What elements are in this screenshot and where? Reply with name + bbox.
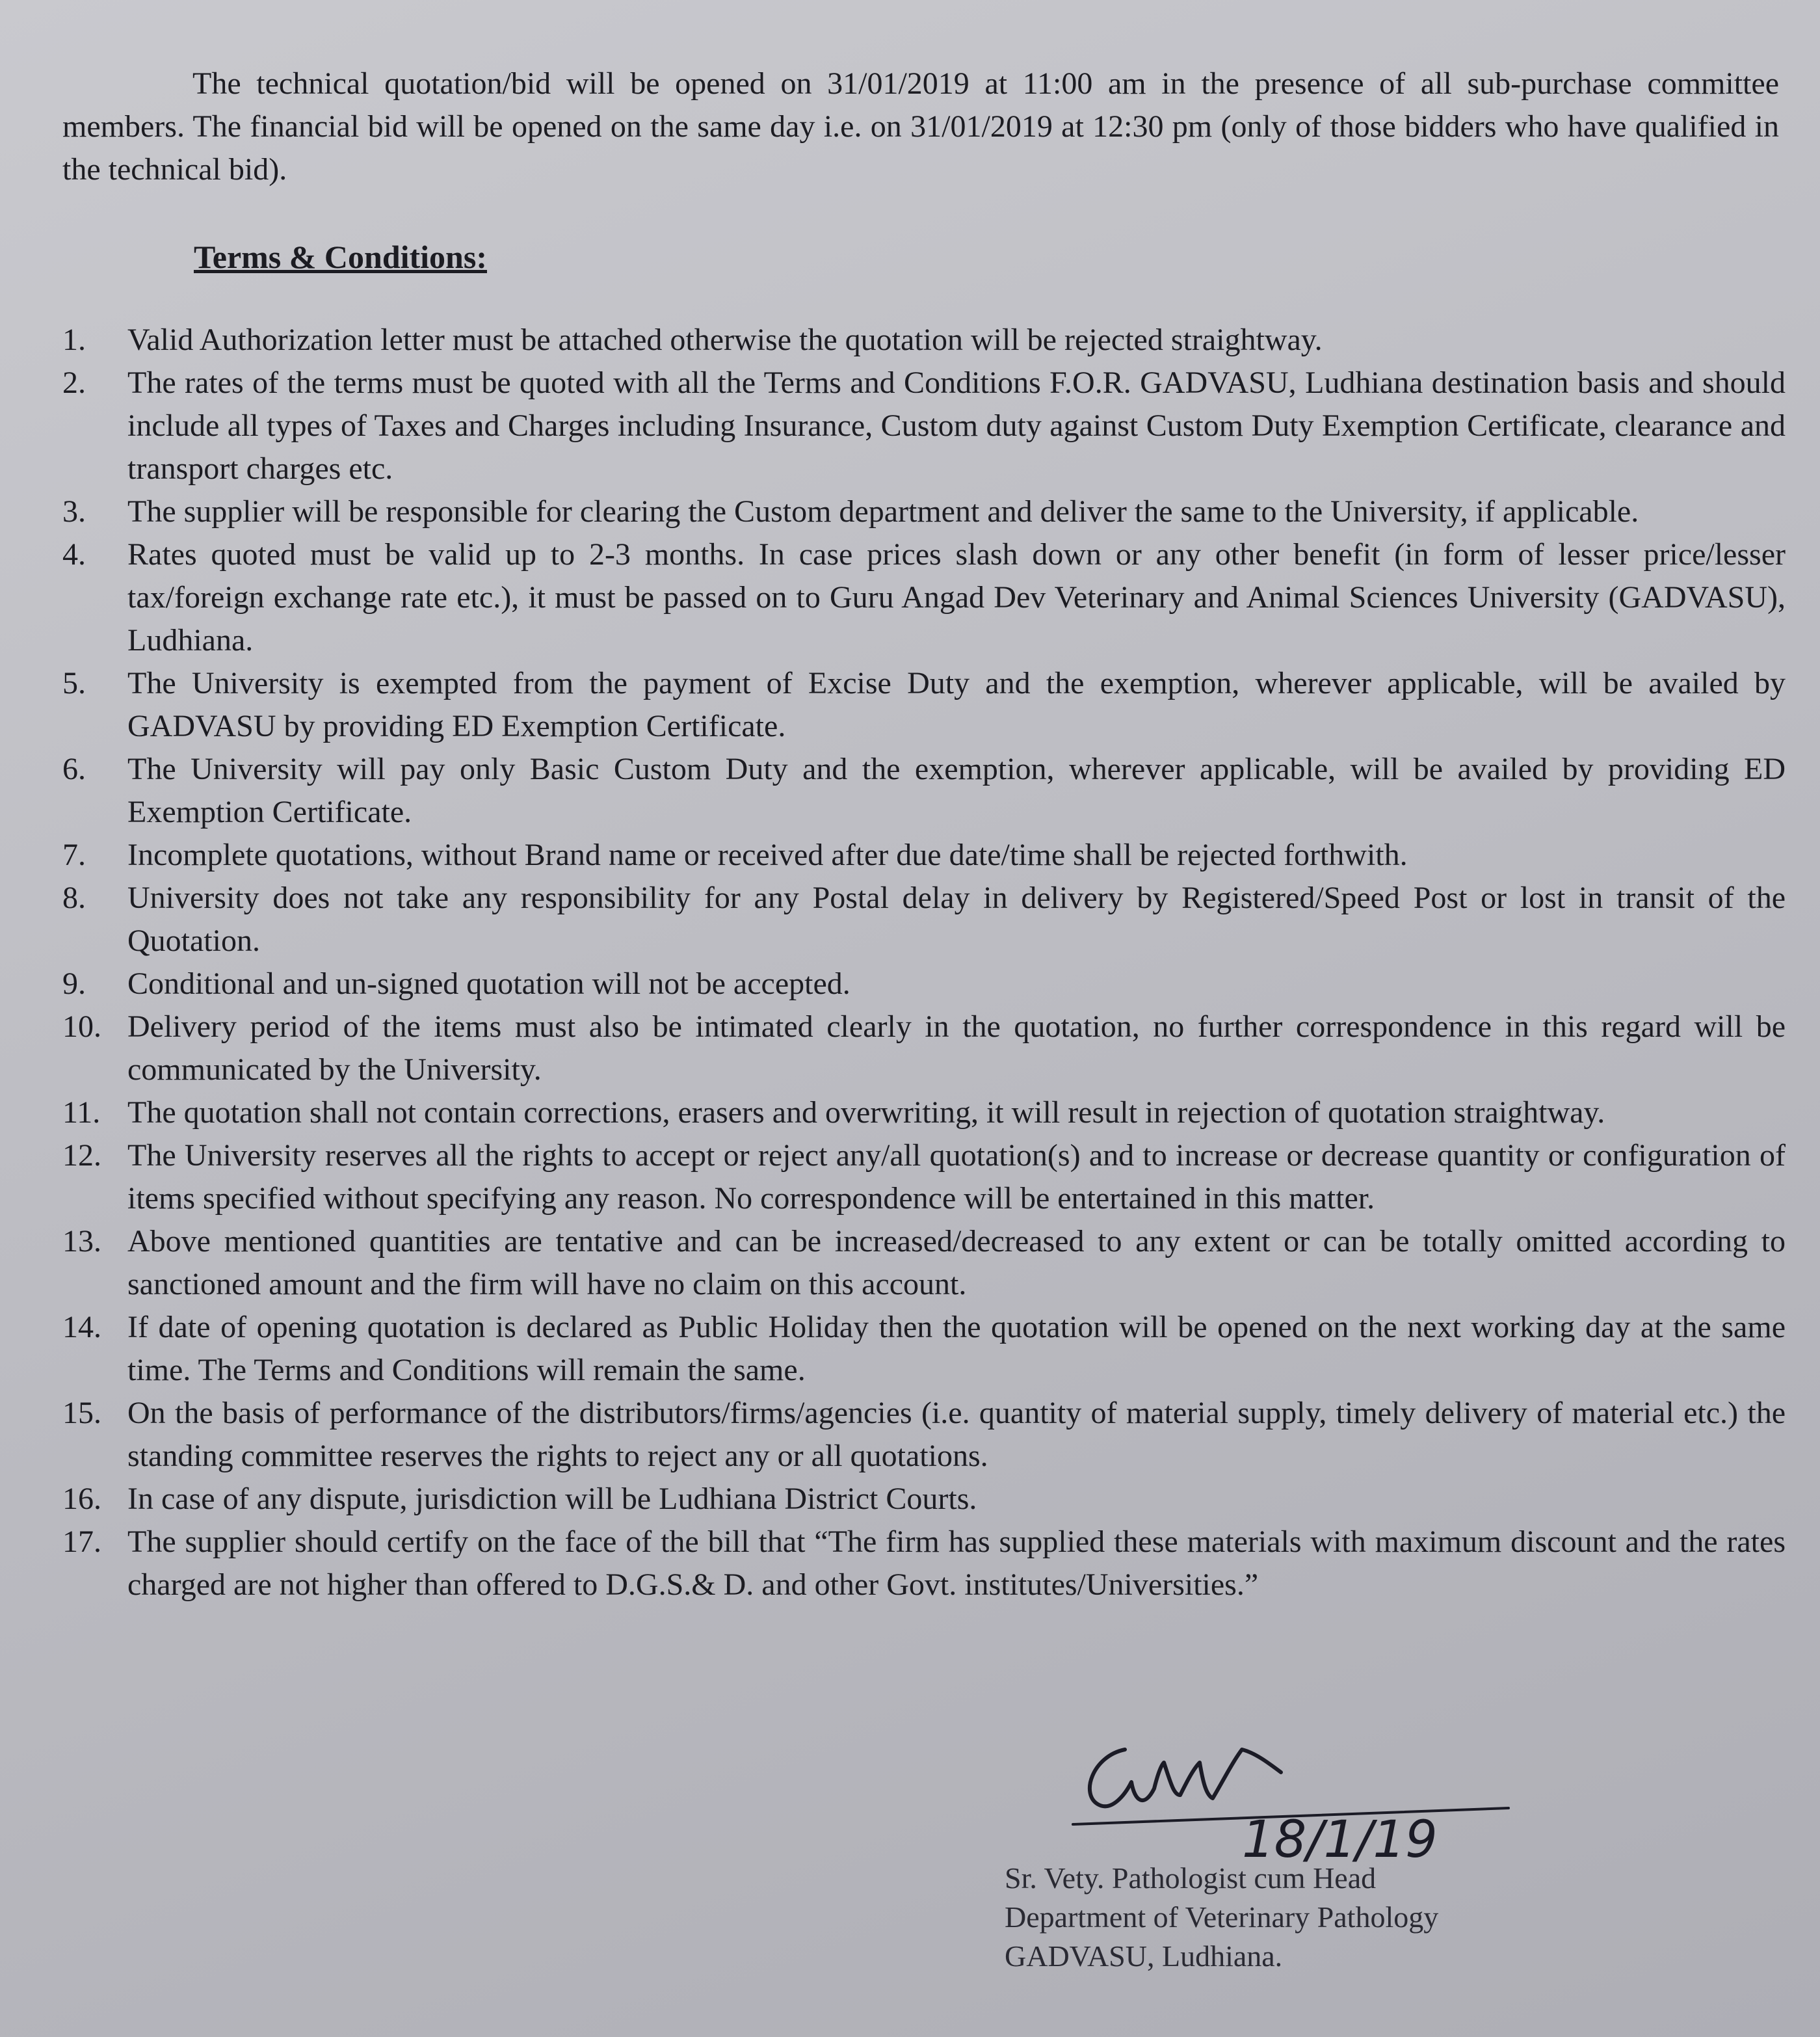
signatory-institution: GADVASU, Ludhiana. <box>1005 1939 1283 1973</box>
term-item <box>62 319 1786 362</box>
term-text: In case of any dispute, jurisdiction will be Ludhiana District Courts. <box>127 1482 977 1516</box>
term-number: 16. <box>62 1482 101 1516</box>
handwritten-signature <box>1066 1724 1522 1867</box>
term-text: On the basis of performance of the distributors/firms/agencies (i.e. quantity of material supply, timely delivery of material etc.) the standing committee reserves the rights to reject any or all quotations. <box>127 1396 1786 1473</box>
term-number: 12. <box>62 1138 101 1173</box>
term-number: 2. <box>62 366 86 400</box>
term-number: 11. <box>62 1095 101 1130</box>
term-item <box>62 1134 1786 1220</box>
term-item <box>62 1306 1786 1392</box>
term-number: 4. <box>62 537 86 572</box>
signatory-title: Sr. Vety. Pathologist cum Head <box>1005 1861 1377 1895</box>
term-text: Conditional and un-signed quotation will not be accepted. <box>127 966 851 1001</box>
term-item <box>62 1005 1786 1091</box>
term-item <box>62 1521 1786 1606</box>
term-text: Above mentioned quantities are tentative and can be increased/decreased to any extent or can be totally omitted according to sanctioned amount and the firm will have no claim on this account. <box>127 1224 1786 1301</box>
term-text: The supplier should certify on the face of the bill that “The firm has supplied these materials with maximum discount and the rates charged are not higher than offered to D.G.S.& D. and other Govt. institutes/Universities.” <box>127 1524 1786 1602</box>
term-text: The University reserves all the rights to accept or reject any/all quotation(s) and to increase or decrease quantity or configuration of items specified without specifying any reason. No correspondence will be entertained in this matter. <box>127 1138 1786 1216</box>
term-text: University does not take any responsibility for any Postal delay in delivery by Registered/Speed Post or lost in transit of the Quotation. <box>127 881 1786 958</box>
term-item <box>62 490 1786 533</box>
intro-paragraph: The technical quotation/bid will be opened on 31/01/2019 at 11:00 am in the presence of all sub-purchase committee members. The financial bid will be opened on the same day i.e. on 31/01/2019 at 12:30 pm (only of those bidders who have qualified in the technical bid). <box>62 66 1779 187</box>
term-number: 7. <box>62 838 86 872</box>
term-item <box>62 1220 1786 1306</box>
signatory-block <box>1005 1859 1438 1976</box>
signatory-department: Department of Veterinary Pathology <box>1005 1900 1439 1934</box>
term-text: The supplier will be responsible for clearing the Custom department and deliver the same to the University, if applicable. <box>127 494 1639 529</box>
term-text: If date of opening quotation is declared as Public Holiday then the quotation will be opened on the next working day at the same time. The Terms and Conditions will remain the same. <box>127 1310 1786 1387</box>
term-number: 8. <box>62 881 86 915</box>
signature-date: 18/1/19 <box>1242 1811 1438 1867</box>
term-item <box>62 963 1786 1005</box>
term-number: 15. <box>62 1396 101 1430</box>
term-number: 9. <box>62 966 86 1001</box>
term-number: 13. <box>62 1224 101 1258</box>
term-number: 10. <box>62 1009 101 1044</box>
term-text: The University will pay only Basic Custom Duty and the exemption, wherever applicable, will be availed by providing ED Exemption Certificate. <box>127 752 1786 829</box>
term-number: 3. <box>62 494 86 529</box>
term-text: Incomplete quotations, without Brand name or received after due date/time shall be rejected forthwith. <box>127 838 1408 872</box>
term-text: The University is exempted from the payment of Excise Duty and the exemption, wherever applicable, will be availed by GADVASU by providing ED Exemption Certificate. <box>127 666 1786 743</box>
term-number: 1. <box>62 323 86 357</box>
terms-heading: Terms & Conditions: <box>194 239 487 275</box>
term-item <box>62 662 1786 748</box>
term-number: 14. <box>62 1310 101 1344</box>
term-text: Valid Authorization letter must be attached otherwise the quotation will be rejected straightway. <box>127 323 1323 357</box>
term-text: The rates of the terms must be quoted with all the Terms and Conditions F.O.R. GADVASU, Ludhiana destination basis and should include all types of Taxes and Charges including Insurance, Custom duty against Custom Duty Exemption Certificate, clearance and transport charges etc. <box>127 366 1786 486</box>
term-item <box>62 533 1786 662</box>
term-number: 17. <box>62 1524 101 1559</box>
term-item <box>62 362 1786 490</box>
term-item <box>62 834 1786 877</box>
term-text: The quotation shall not contain corrections, erasers and overwriting, it will result in rejection of quotation straightway. <box>127 1095 1605 1130</box>
term-item <box>62 877 1786 963</box>
term-item <box>62 748 1786 834</box>
term-number: 6. <box>62 752 86 786</box>
terms-list <box>62 319 1786 1606</box>
term-text: Rates quoted must be valid up to 2-3 months. In case prices slash down or any other benefit (in form of lesser price/lesser tax/foreign exchange rate etc.), it must be passed on to Guru Angad Dev Veterinary and Animal Sciences University (GADVASU), Ludhiana. <box>127 537 1786 658</box>
term-item <box>62 1091 1786 1134</box>
term-number: 5. <box>62 666 86 700</box>
term-item <box>62 1478 1786 1521</box>
term-item <box>62 1392 1786 1478</box>
term-text: Delivery period of the items must also be intimated clearly in the quotation, no further correspondence in this regard will be communicated by the University. <box>127 1009 1786 1087</box>
